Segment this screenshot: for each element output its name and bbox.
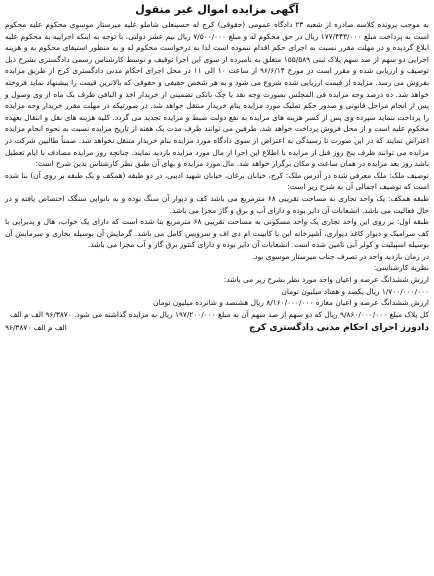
occupancy-paragraph: در زمان بازدید واحد در تصرف جناب میرستار موسوی بود. [251, 251, 429, 261]
reference-code: ۹۶/۳۸۷۰ الف م الف [5, 323, 67, 333]
notice-footer [5, 322, 429, 334]
signature-line: دادورز اجرای احکام مدنی دادگستری کرج [248, 323, 429, 334]
first-floor-paragraph: طبقه اول: بر روی این واحد تجاری یک واحد مسکونی به مساحت تقریبی ۶۸ مترمربع بنا شده است که دارای یک خواب، هال و پذیرایی با کف سرامیک و دیوار کاغذ دیواری، آشپزخانه این با کابینت ام دی اف و سرویس کامل می باشد. گرمایش آن بوسیله بخاری و سرمایش آن بوسیله اسپیلیت و کولر آبی تامین شده است. انشعابات آن دایر بوده و دارای کنتور برق گاز و آب مجزا می باشد. [5, 217, 429, 250]
valuation-line: ۱/۷۰۰/۰۰۰/۰۰۰ ریال یکصد و هفتاد میلیون تومان [281, 286, 429, 296]
expert-opinion-heading: نظریه کارشناسی: [373, 263, 429, 273]
valuation-line: کل پلاک مبلغ ۹/۸۶۰/۰۰۰/۰۰۰ ریال که دو سهم از صد سهم آن به مبلغ ۱۹۷/۲۰۰/۰۰۰ ریال به مزایده گذاشته می شود. ۹۶/۳۸۷۰ الف م الف [9, 309, 429, 319]
notice-title: آگهی مزایده اموال غیر منقول [135, 3, 299, 16]
ground-floor-paragraph: طبقه همکف: یک واحد تجاری به مساحت تقریبی ۶۸ مترمربع می باشد کف و دیوار آن سنگ بوده و به نانوایی سنگک اختصاص یافته و در حال فعالیت می باشد. انشعابات آن دایر بوده و دارای آب و برق و گاز مجزا می باشد. [5, 193, 429, 215]
valuation-line: ارزش ششدانگ عرصه و اعیان مغازه ۸/۱۶۰/۰۰۰/۰۰۰ ریال هشتصد و شانزده میلیون تومان [152, 298, 429, 308]
property-description-paragraph: توصیف ملک: ملک معرفی شده در آدرس ملک: کرج، خیابان برغان، خیابان شهید ادیبی، در دو طبقه (همکف و یک طبقه بر روی آن) بنا شده است که توصیف اجمالی آن به شرح زیر است: [5, 170, 429, 192]
notice-body-paragraph: به موجب پرونده کلاسه صادره از شعبه ۲۳ دادگاه عمومی (حقوقی) کرج له حسینعلی شاملو علیه میرستار موسوی محکوم علیه محکوم است به پرداخت مبلغ ۱۷۷/۴۴۳/۰۰۰ ریال در حق محکوم له و مبلغ ۷/۵۰۰/۰۰۰ ریال نیم عشر دولتی، با توجه به اینکه اجراییه به محکوم علیه ابلاغ گردیده و در مهلت مقرر نسبت به اجرای حکم اقدام ننموده است لذا به درخواست محکوم له و به منظور استیفای محکوم به و هزینه اجرایی دو سهم از صد سهم پلاک ثبتی ۱۵۵/۵۸۹ متعلق به نامبرده از سوی این اجرا توقیف و توسط کارشناس رسمی دادگستری بشرح ذیل توصیف و ارزیابی شده و مقرر است در مورخ ۹۶/۶/۱۴ از ساعت ۱۰ الی ۱۱ در محل اجرای احکام مدنی دادگستری کرج از طریق مزایده بفروش می رسد. مزایده از قیمت ارزیابی شده شروع می شود و به هر شخص حقیقی و حقوقی که بالاترین قیمت را پیشنهاد نماید فروخته خواهد شد. ده درصد وجه مزایده فی المجلس بصورت وجه نقد یا چک بانکی تضمینی از خریدار اخذ و الباقی ظرف یک ماه از وی وصول و پس از انجام مراحل قانونی و صدور حکم تملیک مورد مزایده بنام خریدار منتقل خواهد شد. در صورتیکه در مهلت مقرر خریدار وجه مزایده را پرداخت ننماید سپرده وی پس از کسر هزینه های مزایده به نفع دولت ضبط و مزایده تجدید می گردد. کلیه هزینه های نقل و انتقال بعهده محکوم علیه است و از محل فروش پرداخت خواهد شد. طرفین می توانند ظرف مدت یک هفته از تاریخ مزایده نسبت به نحوه انجام مزایده اعتراض نمایند که در این صورت تا رسیدگی به اعتراض از سوی دادگاه مورد مزایده بنام خریدار منتقل نخواهد شد. ضمناً طالبین شرکت در مزایده می توانند ظرف پنج روز قبل از مزایده با اطلاع این اجرا از مال مورد مزایده بازدید نمایند. چنانچه روز مزایده مصادف با ایام تعطیل باشد روز بعد مزایده در همان ساعت و مکان برگزار خواهد شد. مال مورد مزایده و بهای آن طبق نظر کارشناس بدین شرح است: [5, 20, 429, 169]
valuation-line: ارزش ششدانگ عرصه و اعیان واحد مورد نظر بشرح زیر می باشد: [223, 275, 429, 285]
